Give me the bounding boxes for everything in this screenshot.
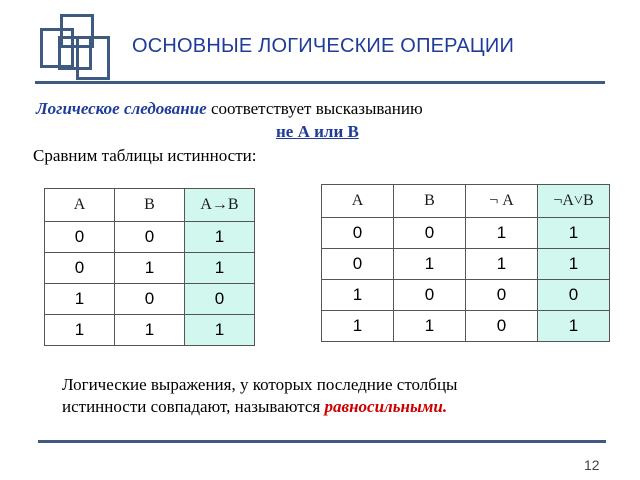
table-cell: 0: [394, 280, 466, 311]
intro-sentence: [36, 99, 423, 119]
table-header-row: [322, 185, 610, 218]
header-cell: А→В: [185, 189, 255, 222]
table-row: [45, 253, 255, 284]
logo-icon: [40, 14, 120, 82]
table-cell: 1: [115, 253, 185, 284]
table-cell: 0: [538, 280, 610, 311]
table-cell: 1: [538, 218, 610, 249]
footer-divider: [38, 440, 606, 443]
header-cell: В: [115, 189, 185, 222]
table-row: [45, 315, 255, 346]
truth-table-implication: [44, 188, 255, 346]
table-cell: 1: [45, 315, 115, 346]
table-row: [322, 311, 610, 342]
table-cell: 0: [322, 249, 394, 280]
table-cell: 0: [185, 284, 255, 315]
table-cell: 1: [538, 311, 610, 342]
table-cell: 0: [394, 218, 466, 249]
table-cell: 1: [45, 284, 115, 315]
conclusion-line-2: [62, 396, 457, 418]
table-cell: 0: [115, 284, 185, 315]
table-cell: 1: [466, 249, 538, 280]
table-row: [45, 284, 255, 315]
intro-rest: соответствует высказыванию: [206, 99, 423, 118]
table-row: [322, 280, 610, 311]
intro-phrase: не А или В: [276, 122, 359, 141]
table-cell: 0: [322, 218, 394, 249]
conclusion-keyword: равносильными.: [324, 397, 448, 416]
table-cell: 1: [185, 222, 255, 253]
header-cell: А: [45, 189, 115, 222]
table-cell: 1: [115, 315, 185, 346]
page-number: 12: [584, 457, 600, 473]
table-cell: 1: [185, 253, 255, 284]
header-cell: А: [322, 185, 394, 218]
table-row: [322, 218, 610, 249]
table-cell: 0: [466, 280, 538, 311]
table-cell: 0: [466, 311, 538, 342]
table-row: [45, 222, 255, 253]
table-header-row: [45, 189, 255, 222]
table-cell: 1: [185, 315, 255, 346]
table-cell: 0: [115, 222, 185, 253]
table-cell: 0: [45, 222, 115, 253]
compare-label: Сравним таблицы истинности:: [33, 146, 257, 165]
table-row: [322, 249, 610, 280]
table-cell: 1: [322, 311, 394, 342]
conclusion-line-2-text: истинности совпадают, называются: [62, 397, 325, 416]
table-cell: 1: [394, 311, 466, 342]
truth-table-not-a-or-b: [321, 184, 610, 342]
header-cell: ¬А˅В: [538, 185, 610, 218]
header-cell: ¬ А: [466, 185, 538, 218]
table-cell: 0: [45, 253, 115, 284]
table-cell: 1: [394, 249, 466, 280]
page-title: ОСНОВНЫЕ ЛОГИЧЕСКИЕ ОПЕРАЦИИ: [132, 35, 515, 57]
header-divider: [35, 81, 605, 84]
table-cell: 1: [466, 218, 538, 249]
table-cell: 1: [538, 249, 610, 280]
conclusion-text: [62, 374, 457, 418]
header-cell: В: [394, 185, 466, 218]
intro-term: Логическое следование: [36, 99, 207, 118]
table-cell: 1: [322, 280, 394, 311]
conclusion-line-1: Логические выражения, у которых последние столбцы: [62, 375, 458, 394]
